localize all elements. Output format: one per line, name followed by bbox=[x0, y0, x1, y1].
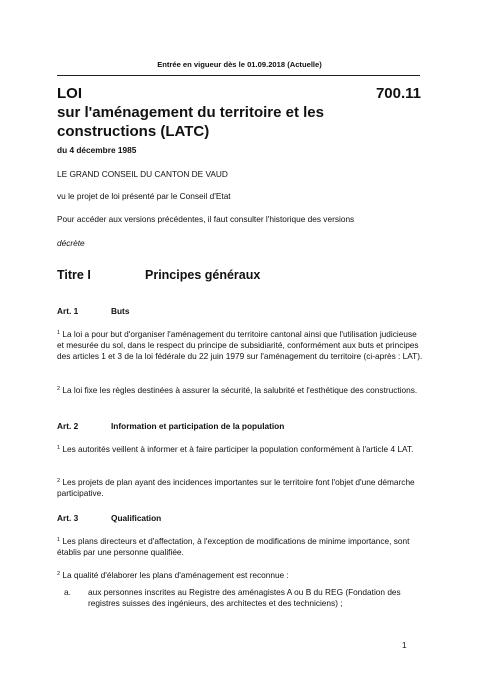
article-number: Art. 3 bbox=[57, 513, 79, 523]
paragraph-number: 1 bbox=[57, 330, 61, 336]
decree: décrète bbox=[57, 238, 85, 248]
paragraph-text: Les plans directeurs et d'affectation, à l'exception de modifications de minime importance, sont établis par une personne qualifiée. bbox=[57, 536, 410, 557]
paragraph-text: Les autorités veillent à informer et à faire participer la population conformément à l'article 4 LAT. bbox=[62, 444, 414, 454]
article-heading bbox=[57, 513, 161, 523]
versions-note: Pour accéder aux versions précédentes, il faut consulter l'historique des versions bbox=[57, 214, 355, 224]
paragraph-number: 1 bbox=[57, 537, 61, 543]
list-text: aux personnes inscrites au Registre des aménagistes A ou B du REG (Fondation des registres suisses des ingénieurs, des architectes et des techniciens) ; bbox=[88, 587, 401, 608]
law-number: 700.11 bbox=[375, 85, 421, 102]
list-letter: a. bbox=[64, 587, 71, 597]
law-date: du 4 décembre 1985 bbox=[57, 145, 137, 155]
law-abbreviation: LOI bbox=[57, 85, 82, 102]
article-paragraph bbox=[57, 384, 423, 396]
preamble-seen: vu le projet de loi présenté par le Conseil d'Etat bbox=[57, 191, 231, 201]
law-title: sur l'aménagement du territoire et les constructions (LATC) bbox=[57, 104, 324, 140]
entry-into-force-note: Entrée en vigueur dès le 01.09.2018 (Actuelle) bbox=[157, 60, 322, 69]
article-title: Qualification bbox=[111, 513, 162, 523]
page-number: 1 bbox=[402, 640, 407, 650]
paragraph-number: 1 bbox=[57, 445, 61, 451]
paragraph-number: 2 bbox=[57, 571, 61, 577]
article-number: Art. 1 bbox=[57, 306, 79, 316]
law-heading bbox=[57, 84, 421, 103]
titre-label: Principes généraux bbox=[145, 268, 261, 282]
paragraph-text: Les projets de plan ayant des incidences importantes sur le territoire font l'objet d'une démarche participative. bbox=[57, 477, 415, 498]
article-paragraph bbox=[57, 476, 423, 499]
article-title: Buts bbox=[111, 306, 130, 316]
paragraph-text: La loi a pour but d'organiser l'aménagement du territoire cantonal ainsi que l'utilisation judicieuse et mesurée du sol, dans le respect du principe de subsidiarité, conformément aux buts et principes des articles 1 et 3 de la loi fédérale du 22 juin 1979 sur l'aménagement du territoire (ci-après : LAT). bbox=[57, 329, 423, 361]
paragraph-text: La loi fixe les règles destinées à assurer la sécurité, la salubrité et l'esthétique des constructions. bbox=[62, 385, 418, 395]
article-number: Art. 2 bbox=[57, 421, 79, 431]
article-heading bbox=[57, 306, 129, 316]
article-paragraph bbox=[57, 535, 423, 558]
titre-heading bbox=[57, 268, 260, 282]
paragraph-text: La qualité d'élaborer les plans d'aménagement est reconnue : bbox=[62, 570, 289, 580]
preamble-authority: LE GRAND CONSEIL DU CANTON DE VAUD bbox=[57, 169, 228, 179]
article-heading bbox=[57, 421, 284, 431]
paragraph-number: 2 bbox=[57, 478, 61, 484]
article-title: Information et participation de la population bbox=[111, 421, 285, 431]
paragraph-number: 2 bbox=[57, 386, 61, 392]
list-item bbox=[64, 587, 420, 609]
article-paragraph bbox=[57, 328, 423, 362]
header-divider bbox=[57, 75, 420, 76]
article-paragraph bbox=[57, 569, 423, 581]
article-paragraph bbox=[57, 443, 423, 455]
titre-number: Titre I bbox=[57, 268, 91, 282]
